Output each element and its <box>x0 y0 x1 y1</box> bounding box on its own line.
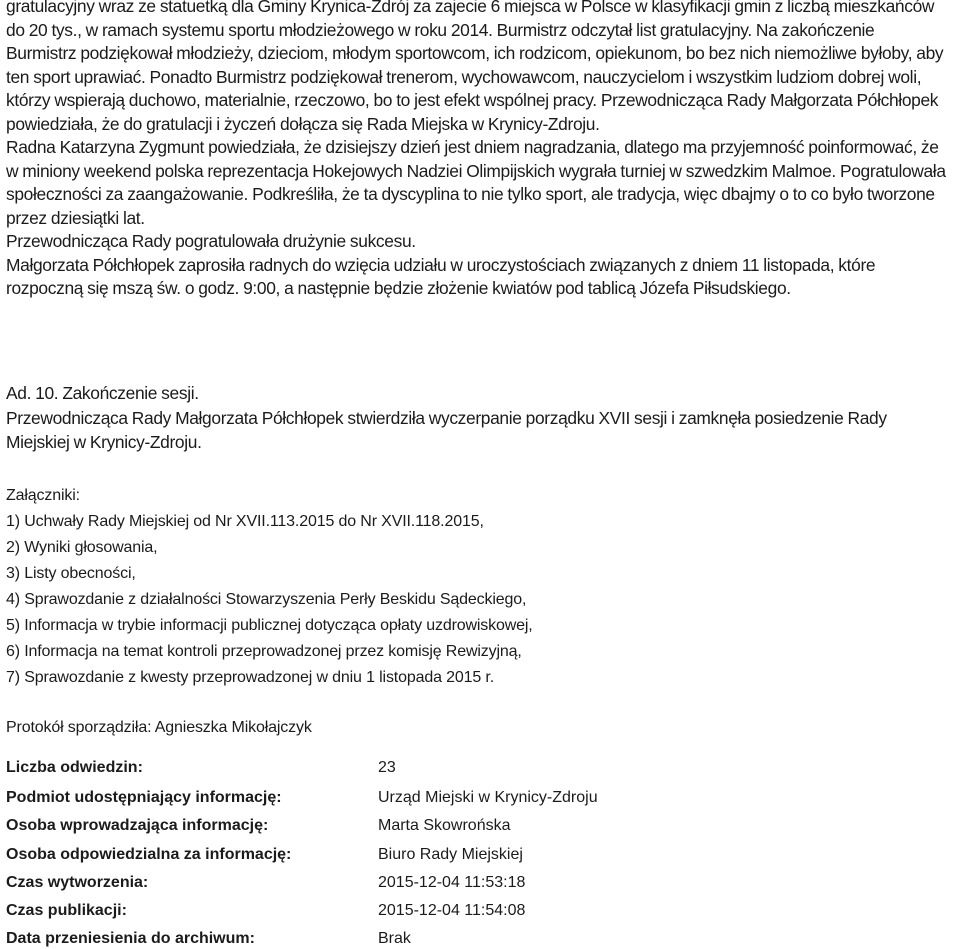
attachment-item: 4) Sprawozdanie z działalności Stowarzyszenia Perły Beskidu Sądeckiego, <box>6 591 527 608</box>
meta-value-published: 2015-12-04 11:54:08 <box>378 902 526 919</box>
attachment-item: 5) Informacja w trybie informacji publicznej dotycząca opłaty uzdrowiskowej, <box>6 617 533 634</box>
attachment-item: 3) Listy obecności, <box>6 565 136 582</box>
meta-label-published: Czas publikacji: <box>6 902 127 919</box>
attachment-item: 7) Sprawozdanie z kwesty przeprowadzonej w dniu 1 listopada 2015 r. <box>6 669 495 686</box>
paragraph-award: gratulacyjny wraz ze statuetką dla Gminy Krynica-Zdrój za zajecie 6 miejsca w Polsce w klasyfikacji gmin z liczbą mieszkańców do 20 tys., w ramach systemu sportu młodzieżowego w roku 2014. Burmistrz odczytał list gratulacyjny. Na zakończenie Burmistrz podziękował młodzieży, dzieciom, młodym sportowcom, ich rodzicom, opiekunom, bo bez nich niemożliwe byłoby, aby ten sport uprawiać. Ponadto Burmistrz podziękował trenerom, wychowawcom, nauczycielom i wszystkim ludziom dobrej woli, którzy wspierają duchowo, materialnie, rzeczowo, bo to jest efekt wspólnej pracy. Przewodnicząca Rady Małgorzata Półchłopek powiedziała, że do gratulacji i życzeń dołącza się Rada Miejska w Krynicy-Zdroju. <box>6 0 944 134</box>
attachment-item: 2) Wyniki głosowania, <box>6 539 158 556</box>
meta-label-responsible: Osoba odpowiedzialna za informację: <box>6 846 292 863</box>
meta-label-archived: Data przeniesienia do archiwum: <box>6 930 255 947</box>
protocol-author: Protokół sporządziła: Agnieszka Mikołajczyk <box>6 719 312 736</box>
paragraph-hockey: Radna Katarzyna Zygmunt powiedziała, że dzisiejszy dzień jest dniem nagradzania, dlatego ma przyjemność poinformować, że w miniony weekend polska reprezentacja Hokejowych Nadziei Olimpijskich wygrała turniej w szwedzkim Malmoe. Pogratulowała społeczności za zaangażowanie. Podkreśliła, że ta dyscyplina to nie tylko sport, ale tradycja, więc dbajmy o to co było tworzone przez dziesiątki lat. <box>6 137 946 228</box>
body-text <box>6 0 948 301</box>
meta-label-publisher: Podmiot udostępniający informację: <box>6 789 282 806</box>
meta-label-visits: Liczba odwiedzin: <box>6 759 143 776</box>
meta-value-publisher: Urząd Miejski w Krynicy-Zdroju <box>378 789 598 806</box>
attachments-heading: Załączniki: <box>6 487 80 504</box>
meta-value-created: 2015-12-04 11:53:18 <box>378 874 526 891</box>
meta-value-entered-by: Marta Skowrońska <box>378 817 511 834</box>
attachment-item: 1) Uchwały Rady Miejskiej od Nr XVII.113.2015 do Nr XVII.118.2015, <box>6 513 484 530</box>
meta-value-visits: 23 <box>378 759 396 776</box>
closing-text: Przewodnicząca Rady Małgorzata Półchłopek stwierdziła wyczerpanie porządku XVII sesji i zamknęła posiedzenie Rady Miejskiej w Krynicy-Zdroju. <box>6 408 887 452</box>
paragraph-invitation: Małgorzata Półchłopek zaprosiła radnych do wzięcia udziału w uroczystościach związanych z dniem 11 listopada, które rozpoczną się mszą św. o godz. 9:00, a następnie będzie złożenie kwiatów pod tablicą Józefa Piłsudskiego. <box>6 254 876 298</box>
closing-heading: Ad. 10. Zakończenie sesji. <box>6 383 199 403</box>
meta-label-created: Czas wytworzenia: <box>6 874 149 891</box>
meta-value-responsible: Biuro Rady Miejskiej <box>378 846 523 863</box>
attachment-item: 6) Informacja na temat kontroli przeprowadzonej przez komisję Rewizyjną, <box>6 643 522 660</box>
meta-value-archived: Brak <box>378 930 411 947</box>
meta-label-entered-by: Osoba wprowadzająca informację: <box>6 817 269 834</box>
paragraph-congratulations: Przewodnicząca Rady pogratulowała drużynie sukcesu. <box>6 231 416 251</box>
